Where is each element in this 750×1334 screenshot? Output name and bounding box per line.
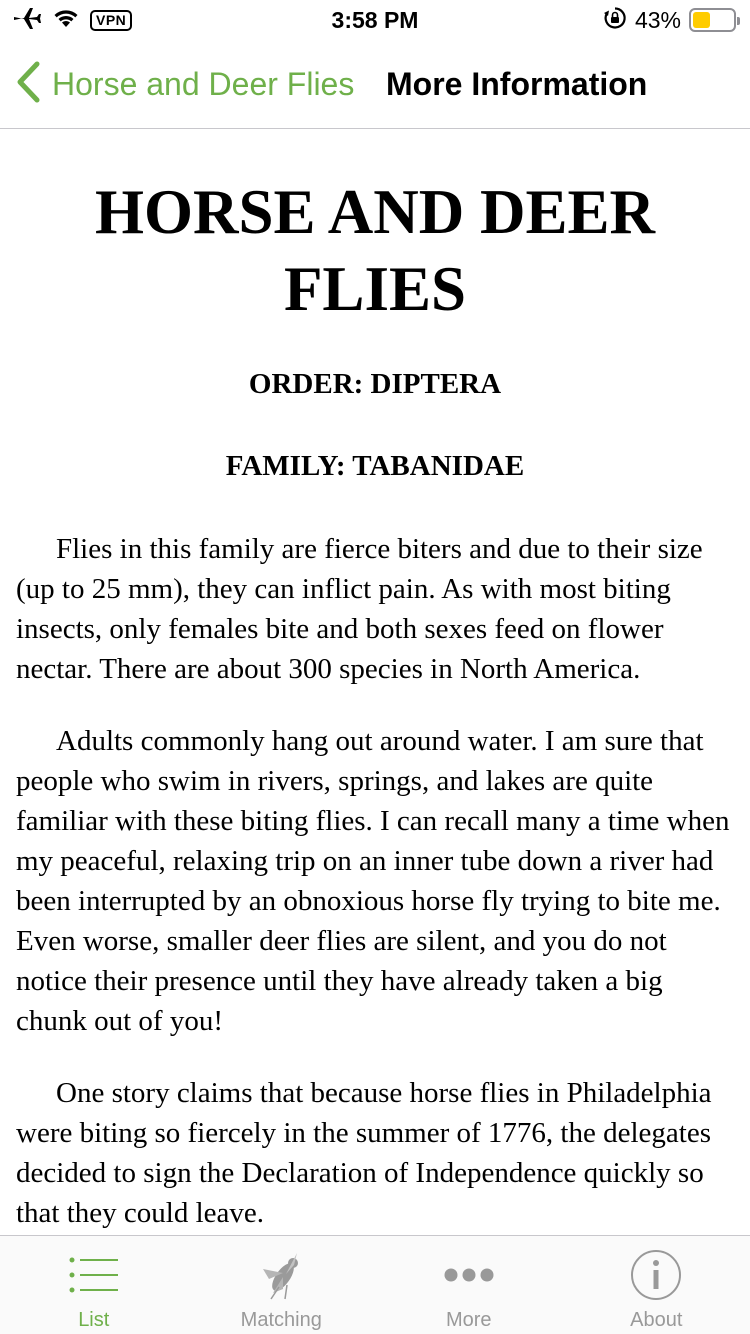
battery-level — [693, 12, 710, 28]
family-heading: FAMILY: TABANIDAE — [225, 450, 525, 482]
battery-icon — [689, 8, 736, 32]
navigation-bar — [0, 40, 750, 129]
more-icon — [439, 1250, 499, 1300]
page-title: More Information — [386, 66, 648, 102]
back-button-label: Horse and Deer Flies — [52, 66, 355, 102]
order-heading: ORDER: DIPTERA — [248, 368, 502, 400]
tab-list[interactable] — [0, 1236, 188, 1334]
article-paragraph: Flies in this family are fierce biters and due to their size (up to 25 mm), they can inflict pain. As with most biting insects, only females bite and both sexes feed on flower nectar. There are about 300 species in North America. — [16, 533, 703, 685]
article-paragraph: One story claims that because horse flies in Philadelphia were biting so fiercely in the summer of 1776, the delegates decided to sign the Declaration of Independence quickly so that they could leave. — [16, 1077, 712, 1229]
tab-about[interactable] — [563, 1236, 750, 1334]
tab-matching[interactable] — [188, 1236, 376, 1334]
tab-bar — [0, 1235, 750, 1334]
tab-label: List — [78, 1309, 110, 1331]
fly-icon — [251, 1250, 311, 1300]
tab-label: About — [630, 1309, 683, 1331]
chevron-left-icon — [16, 61, 42, 108]
status-right — [603, 6, 736, 34]
vpn-badge: VPN — [90, 10, 132, 31]
article-paragraph: Adults commonly hang out around water. I am sure that people who swim in rivers, springs, and lakes are quite familiar with these biting flies. I can recall many a time when my peaceful, relaxing trip on an inner tube down a river had been interrupted by an obnoxious horse fly trying to bite me. Even worse, smaller deer flies are silent, and you do not notice their presence until they have already taken a big chunk out of you! — [16, 725, 730, 1037]
article-scroll-view[interactable] — [0, 130, 750, 1235]
status-bar — [0, 0, 750, 40]
tab-label: More — [445, 1309, 492, 1331]
rotation-lock-icon — [603, 6, 627, 35]
tab-more[interactable] — [375, 1236, 563, 1334]
battery-percent: 43% — [634, 7, 681, 33]
status-time: 3:58 PM — [331, 7, 419, 33]
article-title: HORSE AND DEER FLIES — [94, 177, 656, 324]
back-button[interactable] — [16, 63, 354, 105]
info-icon — [626, 1250, 686, 1300]
tab-label: Matching — [240, 1309, 322, 1331]
list-icon — [64, 1250, 124, 1300]
